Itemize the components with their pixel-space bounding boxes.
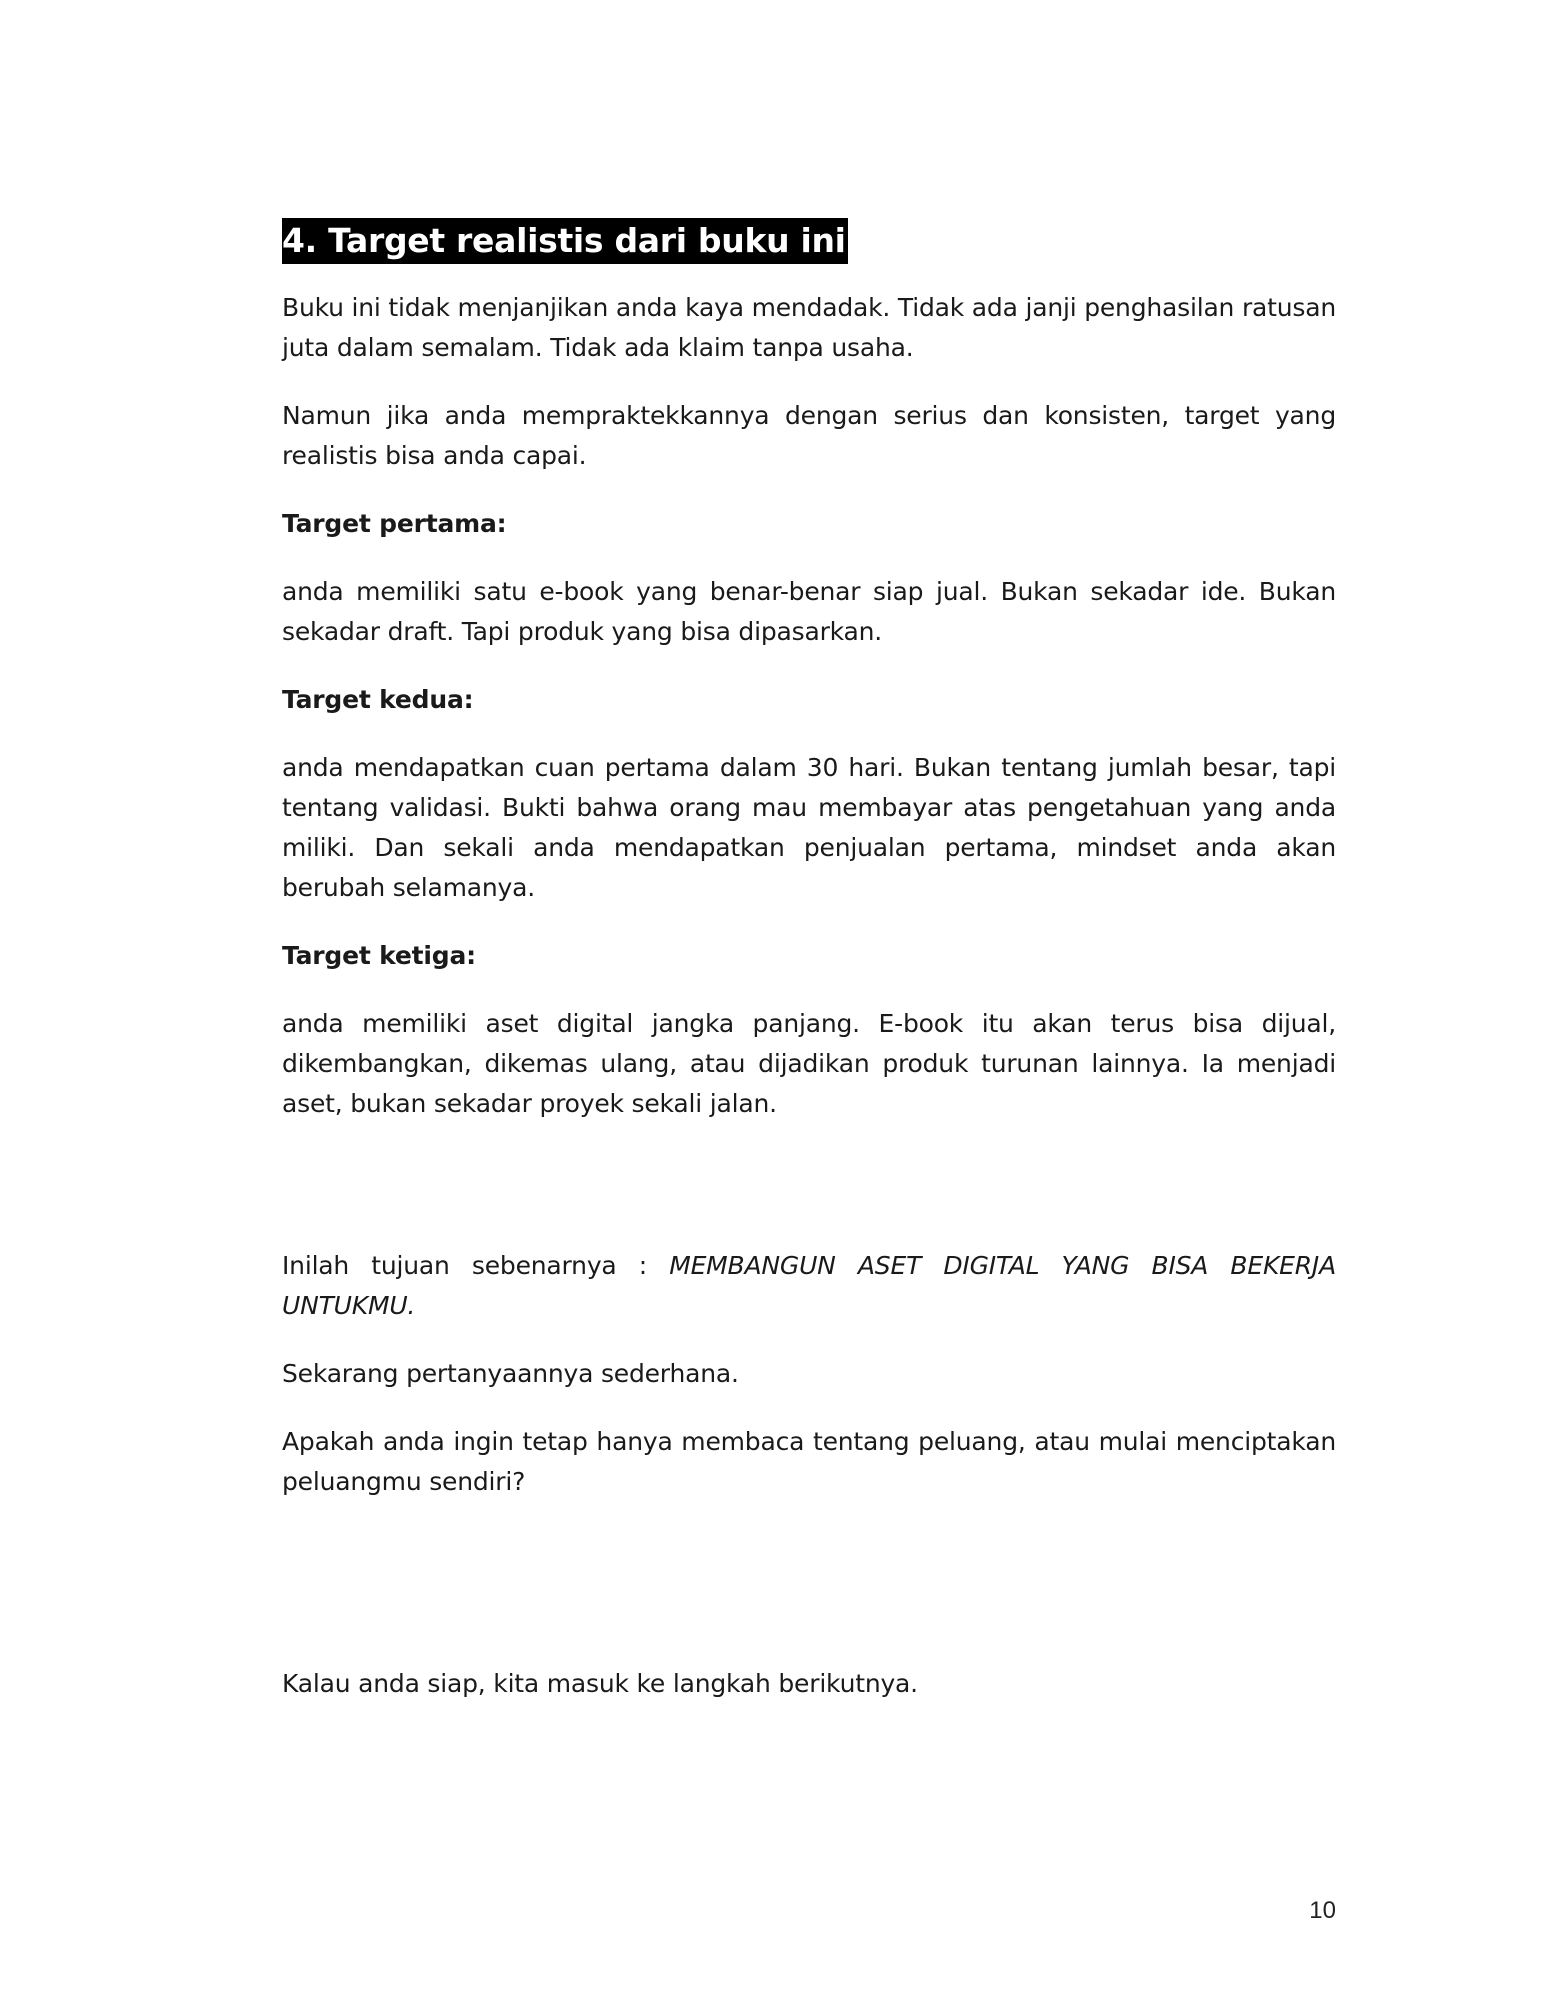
page-number: 10	[1309, 1897, 1336, 1924]
goal-prefix: Inilah tujuan sebenarnya :	[282, 1251, 670, 1280]
section-heading: 4. Target realistis dari buku ini	[282, 218, 848, 264]
page-content	[282, 218, 1336, 1732]
intro-paragraph-1: Buku ini tidak menjanjikan anda kaya mendadak. Tidak ada janji penghasilan ratusan juta dalam semalam. Tidak ada klaim tanpa usaha.	[282, 293, 1336, 362]
target-1-text: anda memiliki satu e-book yang benar-benar siap jual. Bukan sekadar ide. Bukan sekadar draft. Tapi produk yang bisa dipasarkan.	[282, 577, 1336, 646]
target-3-text: anda memiliki aset digital jangka panjang. E-book itu akan terus bisa dijual, dikembangkan, dikemas ulang, atau dijadikan produk turunan lainnya. Ia menjadi aset, bukan sekadar proyek sekali jalan.	[282, 1009, 1336, 1118]
question-paragraph: Apakah anda ingin tetap hanya membaca tentang peluang, atau mulai menciptakan peluangmu sendiri?	[282, 1427, 1336, 1496]
spacer	[282, 1530, 1336, 1664]
intro-paragraph-2: Namun jika anda mempraktekkannya dengan serius dan konsisten, target yang realistis bisa anda capai.	[282, 401, 1336, 470]
target-3-label: Target ketiga:	[282, 941, 476, 970]
target-2-text: anda mendapatkan cuan pertama dalam 30 hari. Bukan tentang jumlah besar, tapi tentang validasi. Bukti bahwa orang mau membayar atas pengetahuan yang anda miliki. Dan sekali anda mendapatkan penjualan pertama, mindset anda akan berubah selamanya.	[282, 753, 1336, 902]
target-1-label: Target pertama:	[282, 509, 507, 538]
goal-emphasis: MEMBANGUN ASET DIGITAL YANG BISA BEKERJA UNTUKMU.	[282, 1251, 1336, 1320]
question-intro: Sekarang pertanyaannya sederhana.	[282, 1359, 739, 1388]
goal-paragraph	[282, 1246, 1336, 1326]
spacer	[282, 1152, 1336, 1246]
target-2-label: Target kedua:	[282, 685, 474, 714]
closing-paragraph: Kalau anda siap, kita masuk ke langkah berikutnya.	[282, 1669, 918, 1698]
